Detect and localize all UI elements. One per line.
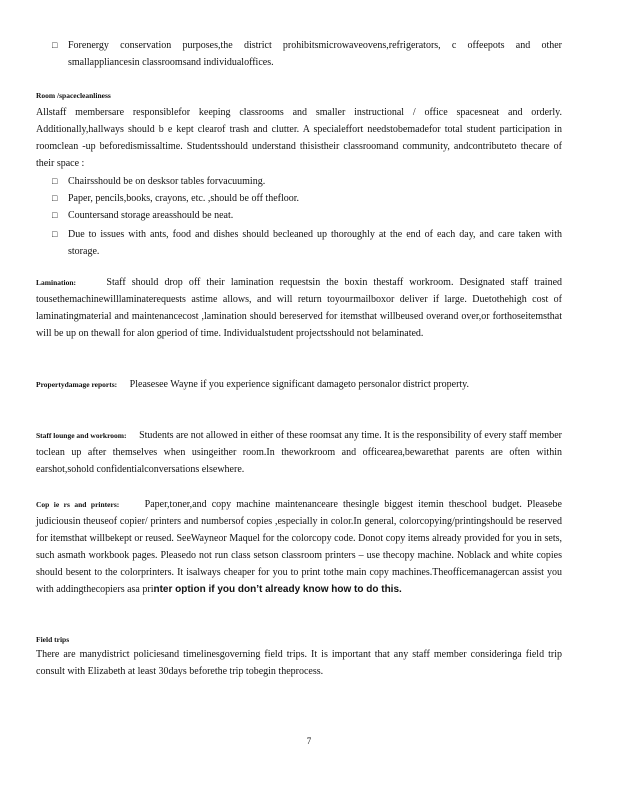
lamination-paragraph bbox=[36, 274, 562, 342]
field-trips-paragraph: There are manydistrict policiesand timelinesgoverning field trips. It is important that any staff member consideringa field trip consult with Elizabeth at least 30days beforethe trip tobegin theprocess. bbox=[36, 649, 562, 677]
staff-lounge-heading: Staff lounge and workroom: bbox=[36, 431, 127, 440]
cleanliness-bullet-counters: Countersand storage areasshould be neat. bbox=[68, 210, 234, 221]
lamination-text: Staff should drop off their lamination requestsin the boxin thestaff workroom. Designated staff trained tousethemachinewilllaminaterequests astime allows, and will return toyourmailboxor deliver if large. Duetothehigh cost of laminatingmaterial and maintenancecost ,lamination should bereserved for itemsthat willbeused overand over,or forthoseitemsthat will be up on thewall for alon gperiod of time. Individualstudent projectsshould not belaminated. bbox=[36, 277, 563, 339]
page-number: 7 bbox=[306, 736, 312, 746]
copiers-text: Paper,toner,and copy machine maintenanceare thesingle biggest itemin theschool budget. Pleasebe judiciousin theuseof copier/ printers and numbersof copies ,especially in color.In general, colorcopying/printingshould be reserved for itemsthat willbekept or reused. SeeWayneor Maquel for the colorcopy code. Donot copy items already provided for you in sets, such asmath workbook pages. Pleasedo not run class setson classroom printers – use thecopy machine. Noblack and white copies should besent to the colorprinters. It isalways cheaper for you to print tothe main copy machines.Theofficemanagercan assist you with addingthecopiers asa pri bbox=[36, 499, 562, 595]
energy-conservation-bullet: Forenergy conservation purposes,the district prohibitsmicrowaveovens,refrigerators, c offeepots and other smallappliancesin classroomsand individualoffices. bbox=[68, 40, 562, 68]
property-damage-text: Pleasesee Wayne if you experience significant damageto personalor district property. bbox=[129, 379, 470, 390]
cleanliness-bullet-paper: Paper, pencils,books, crayons, etc. ,should be off thefloor. bbox=[68, 193, 300, 204]
room-cleanliness-paragraph: Allstaff membersare responsiblefor keeping classrooms and smaller instructional / office spacesneat and orderly. Additionally,hallways should b e kept clearof trash and clutter. A specialeffort needstobemadefor total student participation in roomclean -up beforedismissaltime. Studentsshould understand thisistheir classroomand community, andcontributeto thecare of their space : bbox=[36, 107, 562, 169]
bullet-marker: □ bbox=[52, 210, 58, 220]
property-damage-heading: Propertydamage reports: bbox=[36, 380, 118, 389]
bullet-marker: □ bbox=[52, 229, 58, 239]
lamination-heading: Lamination: bbox=[36, 278, 77, 287]
cleanliness-bullet-food: Due to issues with ants, food and dishes should becleaned up thoroughly at the end of each day, and care taken with storage. bbox=[68, 229, 562, 257]
bullet-marker: □ bbox=[52, 176, 58, 186]
copiers-text-tail: nter option if you don’t already know how to do this. bbox=[153, 584, 402, 595]
property-damage-paragraph bbox=[36, 376, 562, 393]
copiers-paragraph bbox=[36, 496, 562, 598]
copiers-heading: Cop ie rs and printers: bbox=[36, 500, 120, 509]
field-trips-heading: Field trips bbox=[36, 635, 70, 644]
staff-lounge-paragraph bbox=[36, 427, 562, 478]
bullet-marker: □ bbox=[52, 40, 58, 50]
staff-lounge-text: Students are not allowed in either of these roomsat any time. It is the responsibility of every staff member toclean up after themselves when usingeither room.In theworkroom and officearea,bewarethat parents are often within earshot,sohold confidentialconversations elsewhere. bbox=[36, 430, 563, 475]
bullet-marker: □ bbox=[52, 193, 58, 203]
room-cleanliness-heading: Room /spacecleanliness bbox=[36, 91, 111, 100]
cleanliness-bullet-chairs: Chairsshould be on desksor tables forvacuuming. bbox=[68, 176, 266, 187]
